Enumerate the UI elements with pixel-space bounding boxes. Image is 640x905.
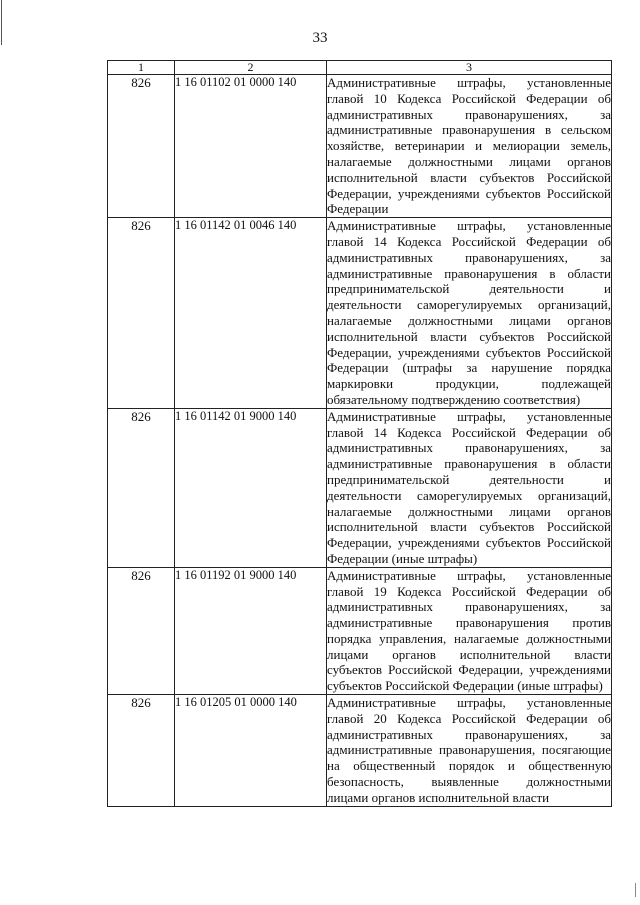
description-line: Федерации (иные штрафы)	[327, 550, 478, 566]
description-line: деятельности саморегулируемых организаций,	[327, 297, 611, 313]
description-line: лицами органов исполнительной власти	[327, 646, 611, 662]
description-line: административные правонарушения в области	[327, 265, 611, 281]
description-line: порядка управления, налагаемые должностными	[327, 630, 611, 646]
description-line: Административные штрафы, установленные	[327, 75, 611, 90]
description-line: деятельности саморегулируемых организаций,	[327, 487, 611, 503]
column-header-3: 3	[327, 61, 612, 75]
description-line: главой 10 Кодекса Российской Федерации об	[327, 90, 611, 106]
kbk-code-cell: 1 16 01205 01 0000 140	[175, 695, 327, 807]
description-line: хозяйстве, ветеринарии и мелиорации земель,	[327, 138, 611, 154]
description-line: Административные штрафы, установленные	[327, 408, 611, 424]
table-row	[108, 695, 612, 807]
description-line: безопасность, выявленные должностными	[327, 774, 611, 790]
description-cell	[327, 218, 612, 409]
table-row	[108, 218, 612, 409]
margin-mark-bottom	[635, 883, 636, 897]
description-line: обязательному подтверждению соответствия)	[327, 391, 581, 407]
description-line: исполнительной власти субъектов Российской	[327, 328, 611, 344]
page-number: 33	[312, 30, 328, 46]
description-line: маркировки продукции, подлежащей	[327, 376, 611, 392]
description-line: субъектов Российской Федерации (иные штрафы)	[327, 678, 603, 694]
description-line: главой 19 Кодекса Российской Федерации об	[327, 583, 611, 599]
description-cell	[327, 567, 612, 694]
description-line: исполнительной власти субъектов Российской	[327, 519, 611, 535]
kbk-code-cell: 1 16 01192 01 9000 140	[175, 567, 327, 694]
description-line: Административные штрафы, установленные	[327, 695, 611, 711]
description-cell	[327, 75, 612, 218]
budget-classification-table	[107, 60, 612, 807]
table-row	[108, 567, 612, 694]
description-line: предпринимательской деятельности и	[327, 281, 611, 297]
description-line: налагаемые должностными лицами органов	[327, 503, 611, 519]
description-line: административные правонарушения, посягающие	[327, 742, 611, 758]
admin-code-cell: 826	[108, 695, 175, 807]
description-line: лицами органов исполнительной власти	[327, 789, 550, 805]
description-line: главой 14 Кодекса Российской Федерации об	[327, 424, 611, 440]
description-line: Федерации (штрафы за нарушение порядка	[327, 360, 611, 376]
description-line: главой 14 Кодекса Российской Федерации об	[327, 233, 611, 249]
kbk-code-cell: 1 16 01142 01 9000 140	[175, 408, 327, 567]
description-line: Федерации, учреждениями субъектов Российской	[327, 535, 611, 551]
description-line: Административные штрафы, установленные	[327, 567, 611, 583]
description-line: Федерации, учреждениями субъектов Российской	[327, 185, 611, 201]
description-line: административные правонарушения против	[327, 615, 611, 631]
admin-code-cell: 826	[108, 75, 175, 218]
column-header-2: 2	[175, 61, 327, 75]
description-line: административных правонарушениях, за	[327, 599, 611, 615]
description-line: административных правонарушениях, за	[327, 440, 611, 456]
description-line: административных правонарушениях, за	[327, 726, 611, 742]
column-header-1: 1	[108, 61, 175, 75]
description-line: Административные штрафы, установленные	[327, 218, 611, 234]
description-line: административных правонарушениях, за	[327, 106, 611, 122]
admin-code-cell: 826	[108, 218, 175, 409]
description-line: исполнительной власти субъектов Российской	[327, 169, 611, 185]
admin-code-cell: 826	[108, 567, 175, 694]
kbk-code-cell: 1 16 01142 01 0046 140	[175, 218, 327, 409]
description-line: Федерации	[327, 201, 389, 217]
kbk-code-cell: 1 16 01102 01 0000 140	[175, 75, 327, 218]
description-line: на общественный порядок и общественную	[327, 758, 611, 774]
description-line: предпринимательской деятельности и	[327, 471, 611, 487]
description-cell	[327, 695, 612, 807]
description-line: субъектов Российской Федерации, учреждениями	[327, 662, 611, 678]
description-cell	[327, 408, 612, 567]
description-line: налагаемые должностными лицами органов	[327, 312, 611, 328]
description-line: Федерации, учреждениями субъектов Российской	[327, 344, 611, 360]
table-body	[108, 75, 612, 807]
admin-code-cell: 826	[108, 408, 175, 567]
table-row	[108, 75, 612, 218]
description-line: главой 20 Кодекса Российской Федерации об	[327, 710, 611, 726]
description-line: административные правонарушения в области	[327, 456, 611, 472]
description-line: административные правонарушения в сельском	[327, 122, 611, 138]
description-line: административных правонарушениях, за	[327, 249, 611, 265]
description-line: налагаемые должностными лицами органов	[327, 153, 611, 169]
table-header-row	[108, 61, 612, 75]
table-row	[108, 408, 612, 567]
